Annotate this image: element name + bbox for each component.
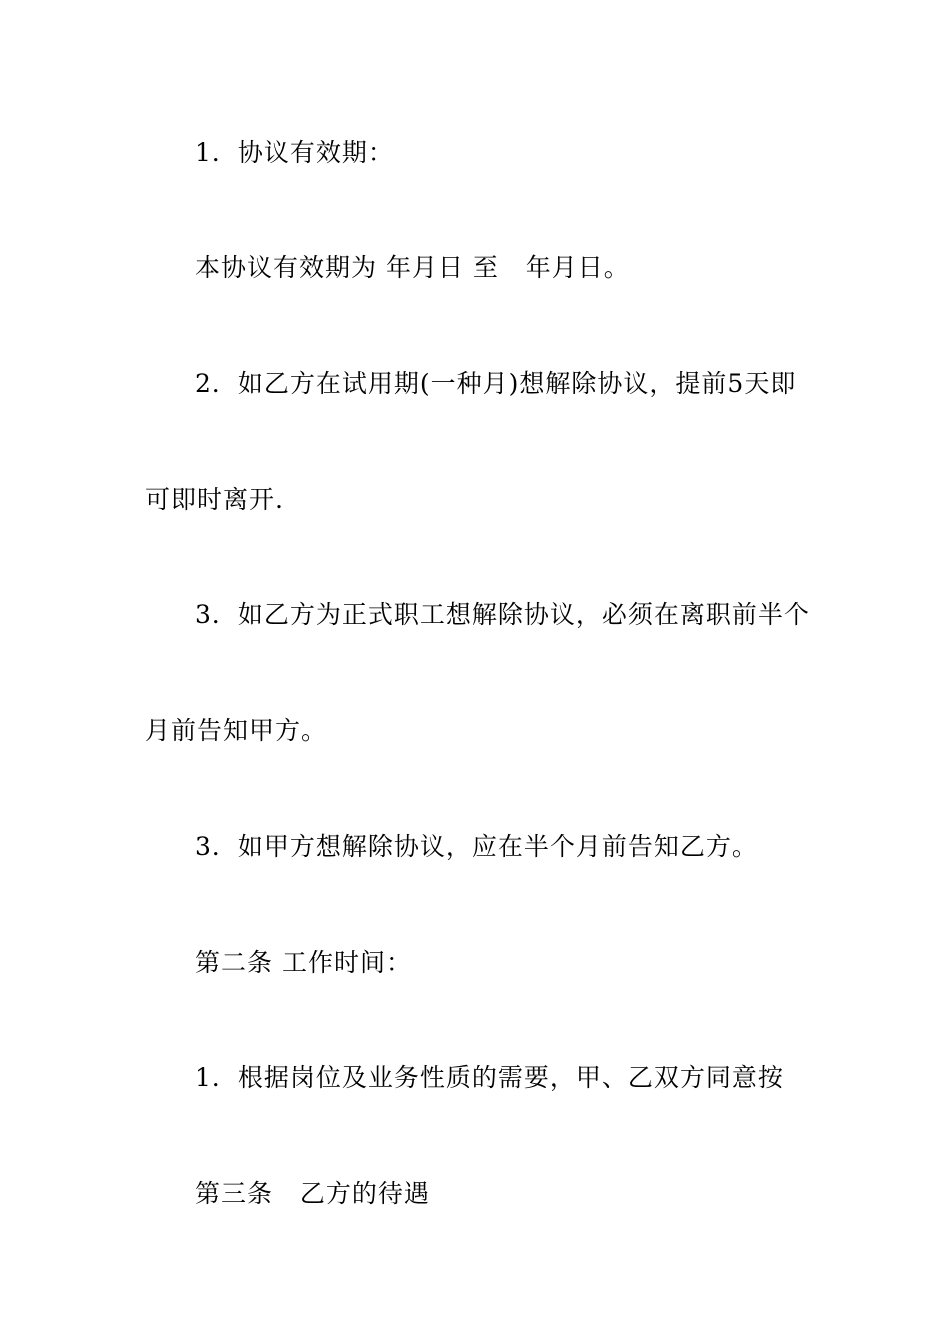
clause-2-continuation: 可即时离开. — [145, 485, 284, 514]
clause-3-continuation: 月前告知甲方。 — [145, 716, 328, 745]
clause-3b-text: 3．如甲方想解除协议，应在半个月前告知乙方。 — [195, 832, 758, 861]
article-3-heading: 第三条 乙方的待遇 — [195, 1179, 430, 1208]
validity-period-text: 本协议有效期为 年月日 至 年月日。 — [195, 253, 630, 282]
clause-2-text: 2．如乙方在试用期(一种月)想解除协议，提前5天即 — [195, 369, 797, 398]
article-2-heading: 第二条 工作时间： — [195, 948, 412, 977]
working-hours-clause-1: 1．根据岗位及业务性质的需要，甲、乙双方同意按 — [195, 1063, 784, 1092]
clause-3-text: 3．如乙方为正式职工想解除协议，必须在离职前半个 — [195, 600, 810, 629]
clause-1-heading: 1．协议有效期： — [195, 138, 394, 167]
